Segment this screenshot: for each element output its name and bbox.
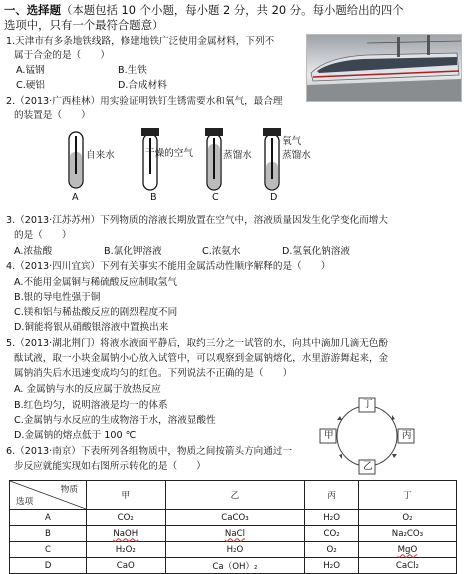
q4-stem: 4.（2013·四川宜宾）下列有关事实不能用金属活动性顺序解释的是（ ）	[6, 261, 331, 272]
table-cell: Na₂CO₃	[358, 526, 456, 542]
q5-option-c: C.金属钠与水反应的生成物溶于水，溶液显酸性	[14, 415, 216, 426]
table-row	[10, 542, 457, 558]
cycle-node-ding: 丁	[363, 399, 373, 410]
q3-option-a: A.浓盐酸	[14, 246, 53, 257]
q4-option-d: D.铜能将银从硝酸银溶液中置换出来	[14, 322, 169, 333]
column-header: 甲	[87, 481, 166, 510]
q1-option-b: B.生铁	[118, 65, 147, 76]
header-substance: 物质	[60, 485, 78, 495]
q5-option-a: A. 金属钠与水的反应属于放热反应	[14, 384, 161, 395]
q2-stem-line1: 2.（2013·广西桂林）用实验证明铁钉生锈需要水和氧气，最合理	[6, 96, 283, 107]
q4-option-a: A.不能用金属铜与稀硫酸反应制取氢气	[14, 277, 177, 288]
q2-label-distilled-water-c: 蒸馏水	[223, 150, 252, 161]
column-header: 乙	[165, 481, 305, 510]
q5-stem-line2: 酞试液，取一小块金属钠小心放入试管中，可以观察到金属钠熔化，水里游游舞起来，金	[14, 353, 389, 364]
row-option: D	[10, 558, 87, 574]
q2-letter-d: D	[270, 192, 278, 203]
subway-train-photo	[306, 34, 462, 102]
section-title: 一、选择题	[4, 3, 61, 17]
q2-label-dry-air: 干燥的空气	[145, 148, 193, 159]
table-cell: CaCO₃	[165, 510, 305, 526]
table-cell: Ca（OH）₂	[165, 558, 305, 574]
cycle-node-bing: 丙	[402, 430, 412, 441]
q3-stem-line1: 3.（2013·江苏苏州）下列物质的溶液长期放置在空气中，溶液质量因发生化学变化而增大	[6, 215, 388, 226]
q5-option-b: B.红色均匀，说明溶液是均一的体系	[14, 400, 168, 411]
q5-option-d: D.金属钠的熔点低于 100 ℃	[14, 430, 137, 441]
cycle-node-yi: 乙	[363, 461, 373, 472]
q1-option-c: C.硬铝	[16, 80, 45, 91]
table-row	[10, 526, 457, 542]
q6-options-table	[9, 480, 457, 574]
q2-label-tap-water: 自来水	[86, 150, 115, 161]
q2-apparatus-diagram	[55, 124, 355, 206]
table-cell: H₂O	[165, 542, 305, 558]
table-corner-cell	[10, 481, 87, 510]
table-cell: NaCl	[165, 526, 305, 542]
table-cell: MgO	[358, 542, 456, 558]
table-cell: H₂O₂	[87, 542, 166, 558]
table-cell: O₂	[358, 510, 456, 526]
table-header-row	[10, 481, 457, 510]
table-cell: CaCl₂	[358, 558, 456, 574]
q3-option-c: C.浓氨水	[202, 246, 241, 257]
test-tube-a	[69, 132, 83, 188]
section-instructions-line1: （本题包括 10 个小题，每小题 2 分，共 20 分。每小题给出的四个	[60, 3, 404, 17]
table-row	[10, 558, 457, 574]
row-option: C	[10, 542, 87, 558]
q6-stem-line1: 6.（2013·南京）下表所列各组物质中，物质之间按箭头方向通过一	[6, 446, 293, 457]
table-cell: NaOH	[87, 526, 166, 542]
section-instructions-line2: 选项中，只有一个最符合题意）	[4, 18, 164, 32]
q2-letter-b: B	[150, 192, 157, 203]
row-option: B	[10, 526, 87, 542]
q2-stem-line2: 的装置是（ ）	[14, 110, 91, 121]
q3-option-b: B.氯化钾溶液	[104, 246, 162, 257]
q2-letter-c: C	[212, 192, 219, 203]
table-cell: CaO	[87, 558, 166, 574]
q5-stem-line3: 属钠消失后水迅速变成均匀的红色。下列说法不正确的是（ ）	[14, 368, 293, 379]
test-tube-c	[205, 128, 223, 190]
q1-option-d: D.合成材料	[118, 80, 167, 91]
table-cell: H₂O	[305, 558, 359, 574]
q2-label-oxygen: 氧气	[282, 136, 302, 147]
table-row	[10, 510, 457, 526]
q6-stem-line2: 步反应就能实现如右图所示转化的是（ ）	[14, 461, 206, 472]
column-header: 丙	[305, 481, 359, 510]
q1-stem-line1: 1.天津市有多条地铁线路，修建地铁广泛使用金属材料，下列不	[6, 36, 275, 47]
table-cell: CO₂	[87, 510, 166, 526]
cycle-node-jia: 甲	[324, 430, 334, 441]
header-option: 选项	[16, 497, 34, 507]
q3-stem-line2: 的是（ ）	[14, 230, 72, 241]
q3-option-d: D.氢氧化钠溶液	[282, 246, 350, 257]
q4-option-c: C.镁和铝与稀盐酸反应的剧烈程度不同	[14, 307, 178, 318]
q5-stem-line1: 5.（2013·湖北荆门）将液水液面平静后，取约三分之一试管的水，向其中滴加几滴无色酚	[6, 338, 388, 349]
train-illustration	[307, 35, 461, 101]
table-cell: CO₂	[305, 526, 359, 542]
q1-option-a: A.锰钢	[16, 65, 45, 76]
table-cell: H₂O	[305, 510, 359, 526]
q1-stem-line2: 属于合金的是（ ）	[14, 50, 110, 61]
q2-label-distilled-water-d: 蒸馏水	[282, 150, 311, 161]
row-option: A	[10, 510, 87, 526]
section-heading	[4, 3, 404, 17]
test-tube-d	[263, 128, 281, 190]
q2-letter-a: A	[72, 192, 79, 203]
q4-option-b: B.银的导电性强于铜	[14, 292, 101, 303]
column-header: 丁	[358, 481, 456, 510]
table-cell: O₂	[305, 542, 359, 558]
